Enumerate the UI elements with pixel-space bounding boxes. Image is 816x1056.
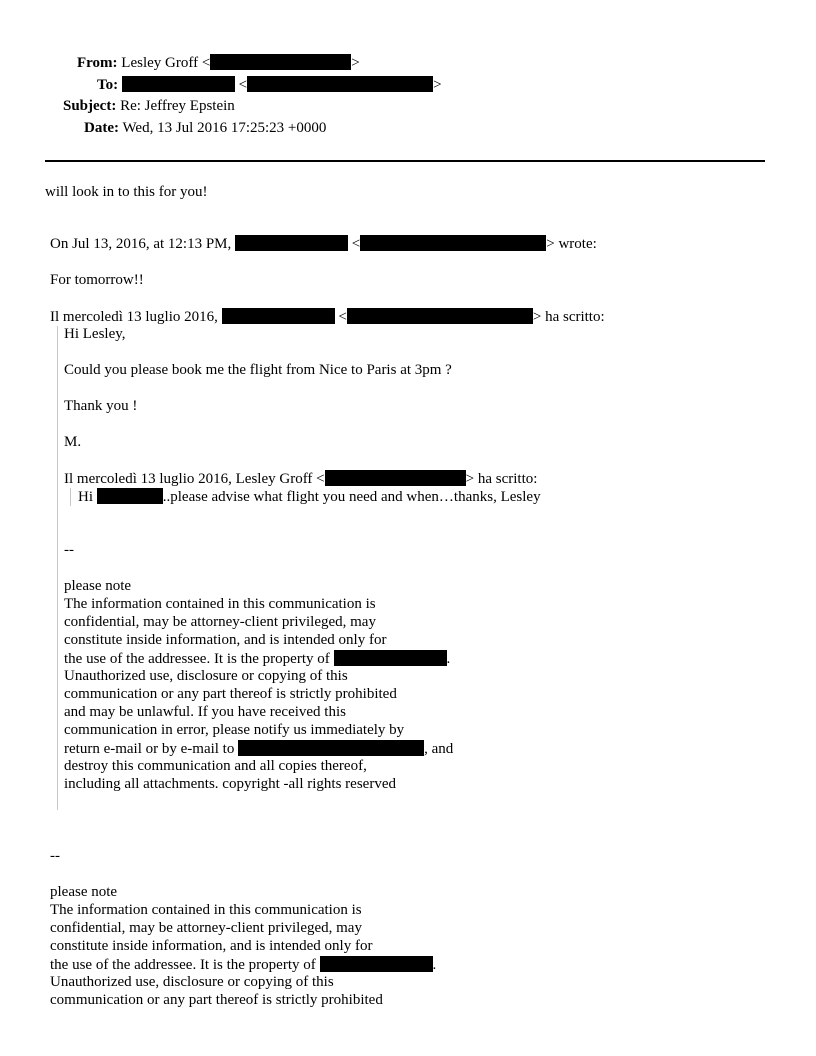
attribution-3: Il mercoledì 13 luglio 2016, Lesley Groff < > ha scritto: [64, 471, 538, 487]
disclaimer-line: The information contained in this communication is [50, 902, 362, 918]
to-label: To: [97, 77, 119, 93]
redaction [238, 740, 424, 756]
date-value: Wed, 13 Jul 2016 17:25:23 +0000 [122, 120, 327, 136]
thanks-text: Thank you ! [64, 398, 138, 414]
initial-text: M. [64, 434, 82, 450]
disclaimer-line: confidential, may be attorney-client privileged, may [50, 920, 362, 936]
disclaimer-line: confidential, may be attorney-client privileged, may [64, 614, 376, 630]
header-date [84, 120, 326, 137]
greeting: Hi Lesley, [64, 326, 126, 342]
from-value: Lesley Groff < [121, 55, 211, 71]
disclaimer-line: the use of the addressee. It is the property of . [64, 651, 451, 667]
quote-bar-1 [57, 326, 58, 810]
disclaimer-line: return e-mail or by e-mail to , and [64, 741, 454, 757]
redaction [334, 650, 447, 666]
tomorrow-text: For tomorrow!! [50, 272, 144, 288]
redaction [222, 308, 335, 324]
redaction [122, 76, 235, 92]
disclaimer-line: the use of the addressee. It is the property of . [50, 957, 437, 973]
header-from: From: Lesley Groff < > [77, 55, 360, 71]
disclaimer-line: The information contained in this communication is [64, 596, 376, 612]
redaction [247, 76, 433, 92]
redaction [347, 308, 533, 324]
redaction [235, 235, 348, 251]
date-label: Date: [84, 120, 119, 136]
reply-text: will look in to this for you! [45, 184, 208, 200]
subject-value: Re: Jeffrey Epstein [120, 98, 235, 114]
signature-separator: -- [50, 848, 60, 864]
redaction [325, 470, 466, 486]
disclaimer-note: please note [64, 578, 132, 594]
disclaimer-line: Unauthorized use, disclosure or copying of this [50, 974, 334, 990]
advise-text: Hi ..please advise what flight you need and when…thanks, Lesley [78, 489, 541, 505]
disclaimer-line: communication in error, please notify us immediately by [64, 722, 405, 738]
disclaimer-line: constitute inside information, and is intended only for [64, 632, 387, 648]
request-text: Could you please book me the flight from Nice to Paris at 3pm ? [64, 362, 452, 378]
quote-bar-2 [70, 488, 71, 506]
disclaimer-line: communication or any part thereof is strictly prohibited [64, 686, 397, 702]
disclaimer-line: communication or any part thereof is strictly prohibited [50, 992, 383, 1008]
header-divider [45, 160, 765, 162]
disclaimer-line: constitute inside information, and is intended only for [50, 938, 373, 954]
attribution-2: Il mercoledì 13 luglio 2016, < > ha scritto: [50, 309, 605, 325]
redaction [97, 488, 163, 504]
header-to: To: < > [97, 77, 442, 93]
header-subject [63, 98, 235, 115]
disclaimer-line: and may be unlawful. If you have received this [64, 704, 346, 720]
redaction [360, 235, 546, 251]
signature-separator: -- [64, 542, 74, 558]
disclaimer-line: including all attachments. copyright -all rights reserved [64, 776, 396, 792]
from-label: From: [77, 55, 118, 71]
attribution-1: On Jul 13, 2016, at 12:13 PM, < > wrote: [50, 236, 597, 252]
disclaimer-line: Unauthorized use, disclosure or copying of this [64, 668, 348, 684]
disclaimer-note: please note [50, 884, 118, 900]
redaction [210, 54, 351, 70]
disclaimer-line: destroy this communication and all copies thereof, [64, 758, 367, 774]
redaction [320, 956, 433, 972]
subject-label: Subject: [63, 98, 117, 114]
